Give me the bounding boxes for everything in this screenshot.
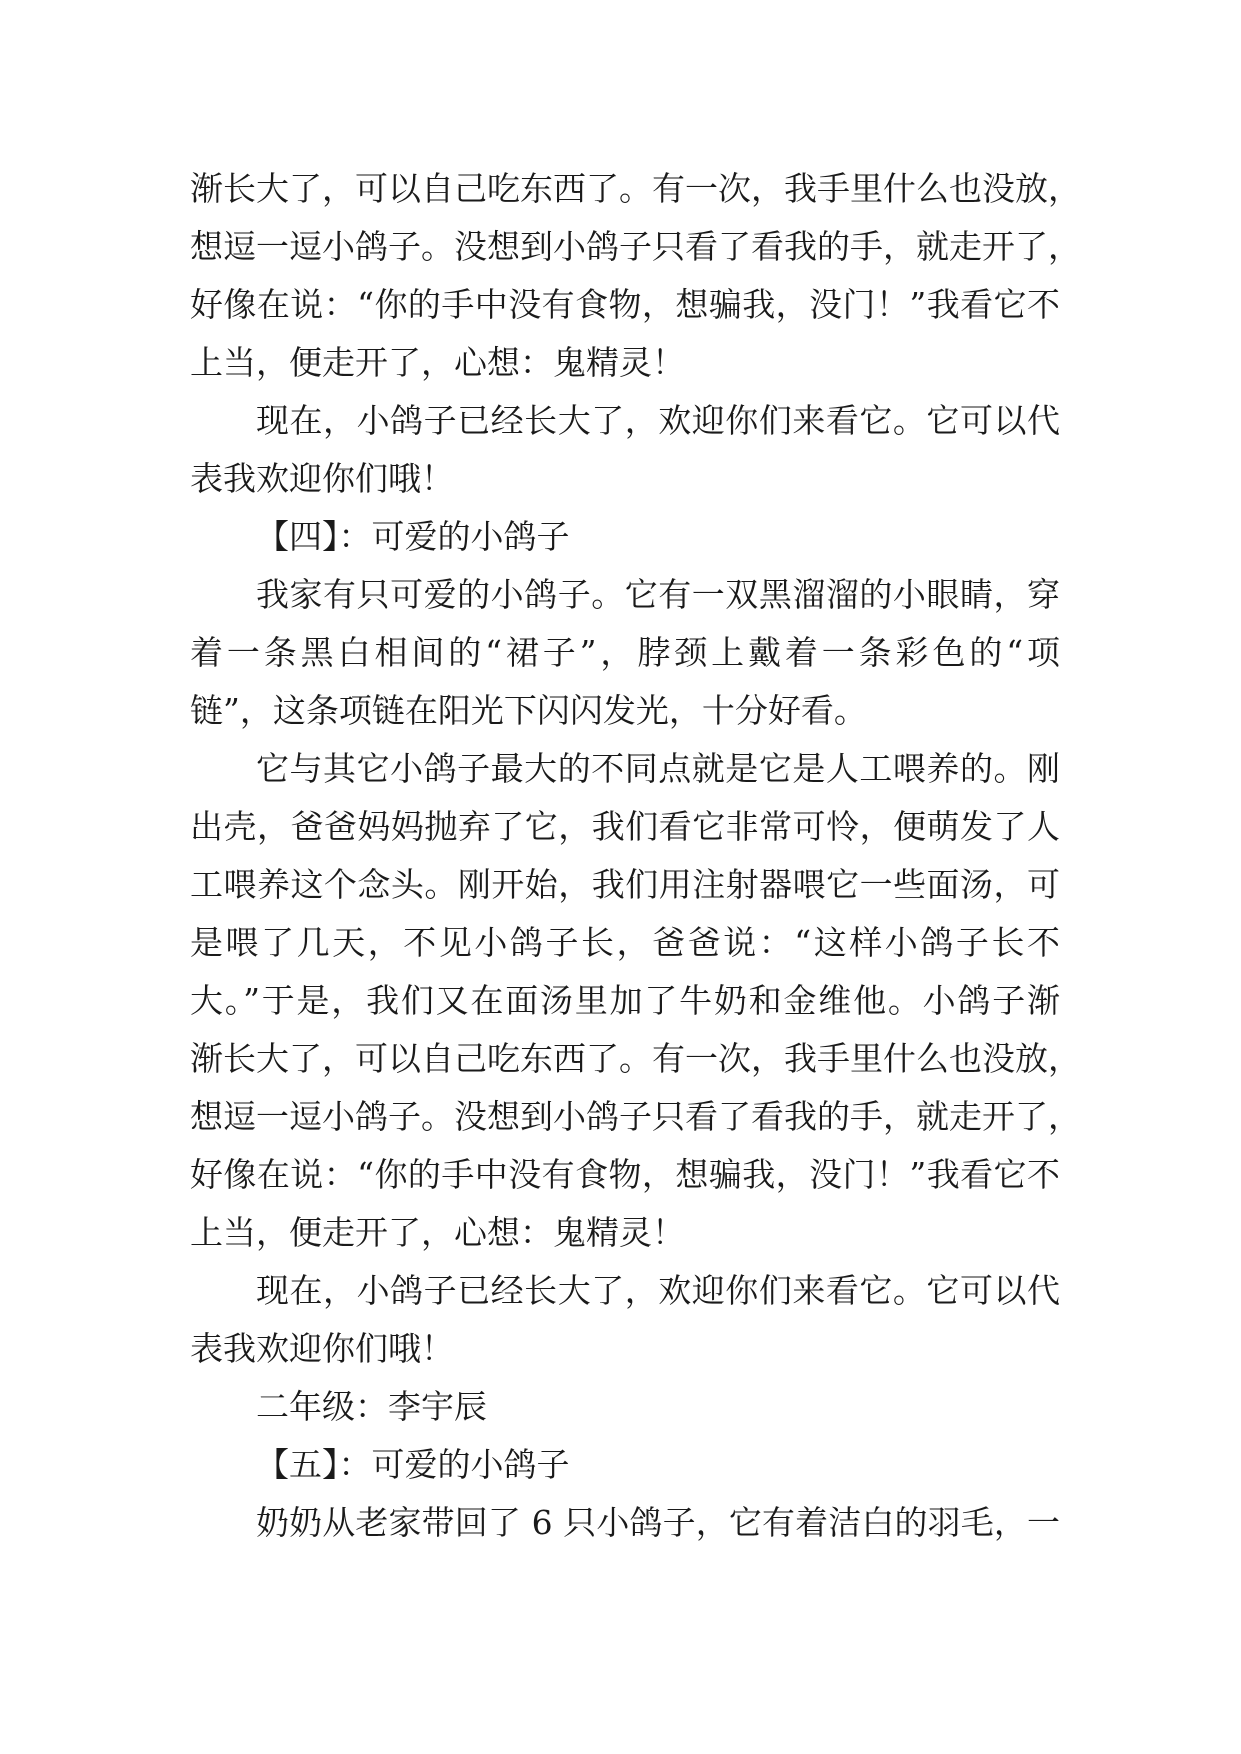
text-line: 着一条黑白相间的“裙子”，脖颈上戴着一条彩色的“项 xyxy=(190,633,1060,672)
text-line: 渐长大了，可以自己吃东西了。有一次，我手里什么也没放， xyxy=(190,1039,1081,1078)
text-line: 现在，小鸽子已经长大了，欢迎你们来看它。它可以代 xyxy=(256,1271,1060,1310)
section-heading: 【五】：可爱的小鸽子 xyxy=(256,1445,570,1484)
text-line: 好像在说：“你的手中没有食物，想骗我，没门！”我看它不 xyxy=(190,285,1060,324)
text-line: 表我欢迎你们哦！ xyxy=(190,1329,454,1368)
text-line: 渐长大了，可以自己吃东西了。有一次，我手里什么也没放， xyxy=(190,169,1081,208)
text-line: 奶奶从老家带回了 6 只小鸽子，它有着洁白的羽毛，一 xyxy=(256,1503,1060,1542)
text-line: 工喂养这个念头。刚开始，我们用注射器喂它一些面汤，可 xyxy=(190,865,1060,904)
text-line: 想逗一逗小鸽子。没想到小鸽子只看了看我的手，就走开了， xyxy=(190,1097,1081,1136)
text-line: 我家有只可爱的小鸽子。它有一双黑溜溜的小眼睛，穿 xyxy=(256,575,1060,614)
text-line: 想逗一逗小鸽子。没想到小鸽子只看了看我的手，就走开了， xyxy=(190,227,1081,266)
text-line: 现在，小鸽子已经长大了，欢迎你们来看它。它可以代 xyxy=(256,401,1060,440)
text-line: 是喂了几天，不见小鸽子长，爸爸说：“这样小鸽子长不 xyxy=(190,923,1060,962)
text-line: 上当，便走开了，心想：鬼精灵！ xyxy=(190,1213,685,1252)
section-heading: 【四】：可爱的小鸽子 xyxy=(256,517,570,556)
text-line: 出壳，爸爸妈妈抛弃了它，我们看它非常可怜，便萌发了人 xyxy=(190,807,1060,846)
text-line: 大。”于是，我们又在面汤里加了牛奶和金维他。小鸽子渐 xyxy=(190,981,1060,1020)
author-line: 二年级：李宇辰 xyxy=(256,1387,487,1426)
text-line: 它与其它小鸽子最大的不同点就是它是人工喂养的。刚 xyxy=(256,749,1060,788)
text-line: 上当，便走开了，心想：鬼精灵！ xyxy=(190,343,685,382)
text-line: 表我欢迎你们哦！ xyxy=(190,459,454,498)
document-body xyxy=(190,160,1081,1552)
text-line: 好像在说：“你的手中没有食物，想骗我，没门！”我看它不 xyxy=(190,1155,1060,1194)
text-line: 链”，这条项链在阳光下闪闪发光，十分好看。 xyxy=(190,691,867,730)
